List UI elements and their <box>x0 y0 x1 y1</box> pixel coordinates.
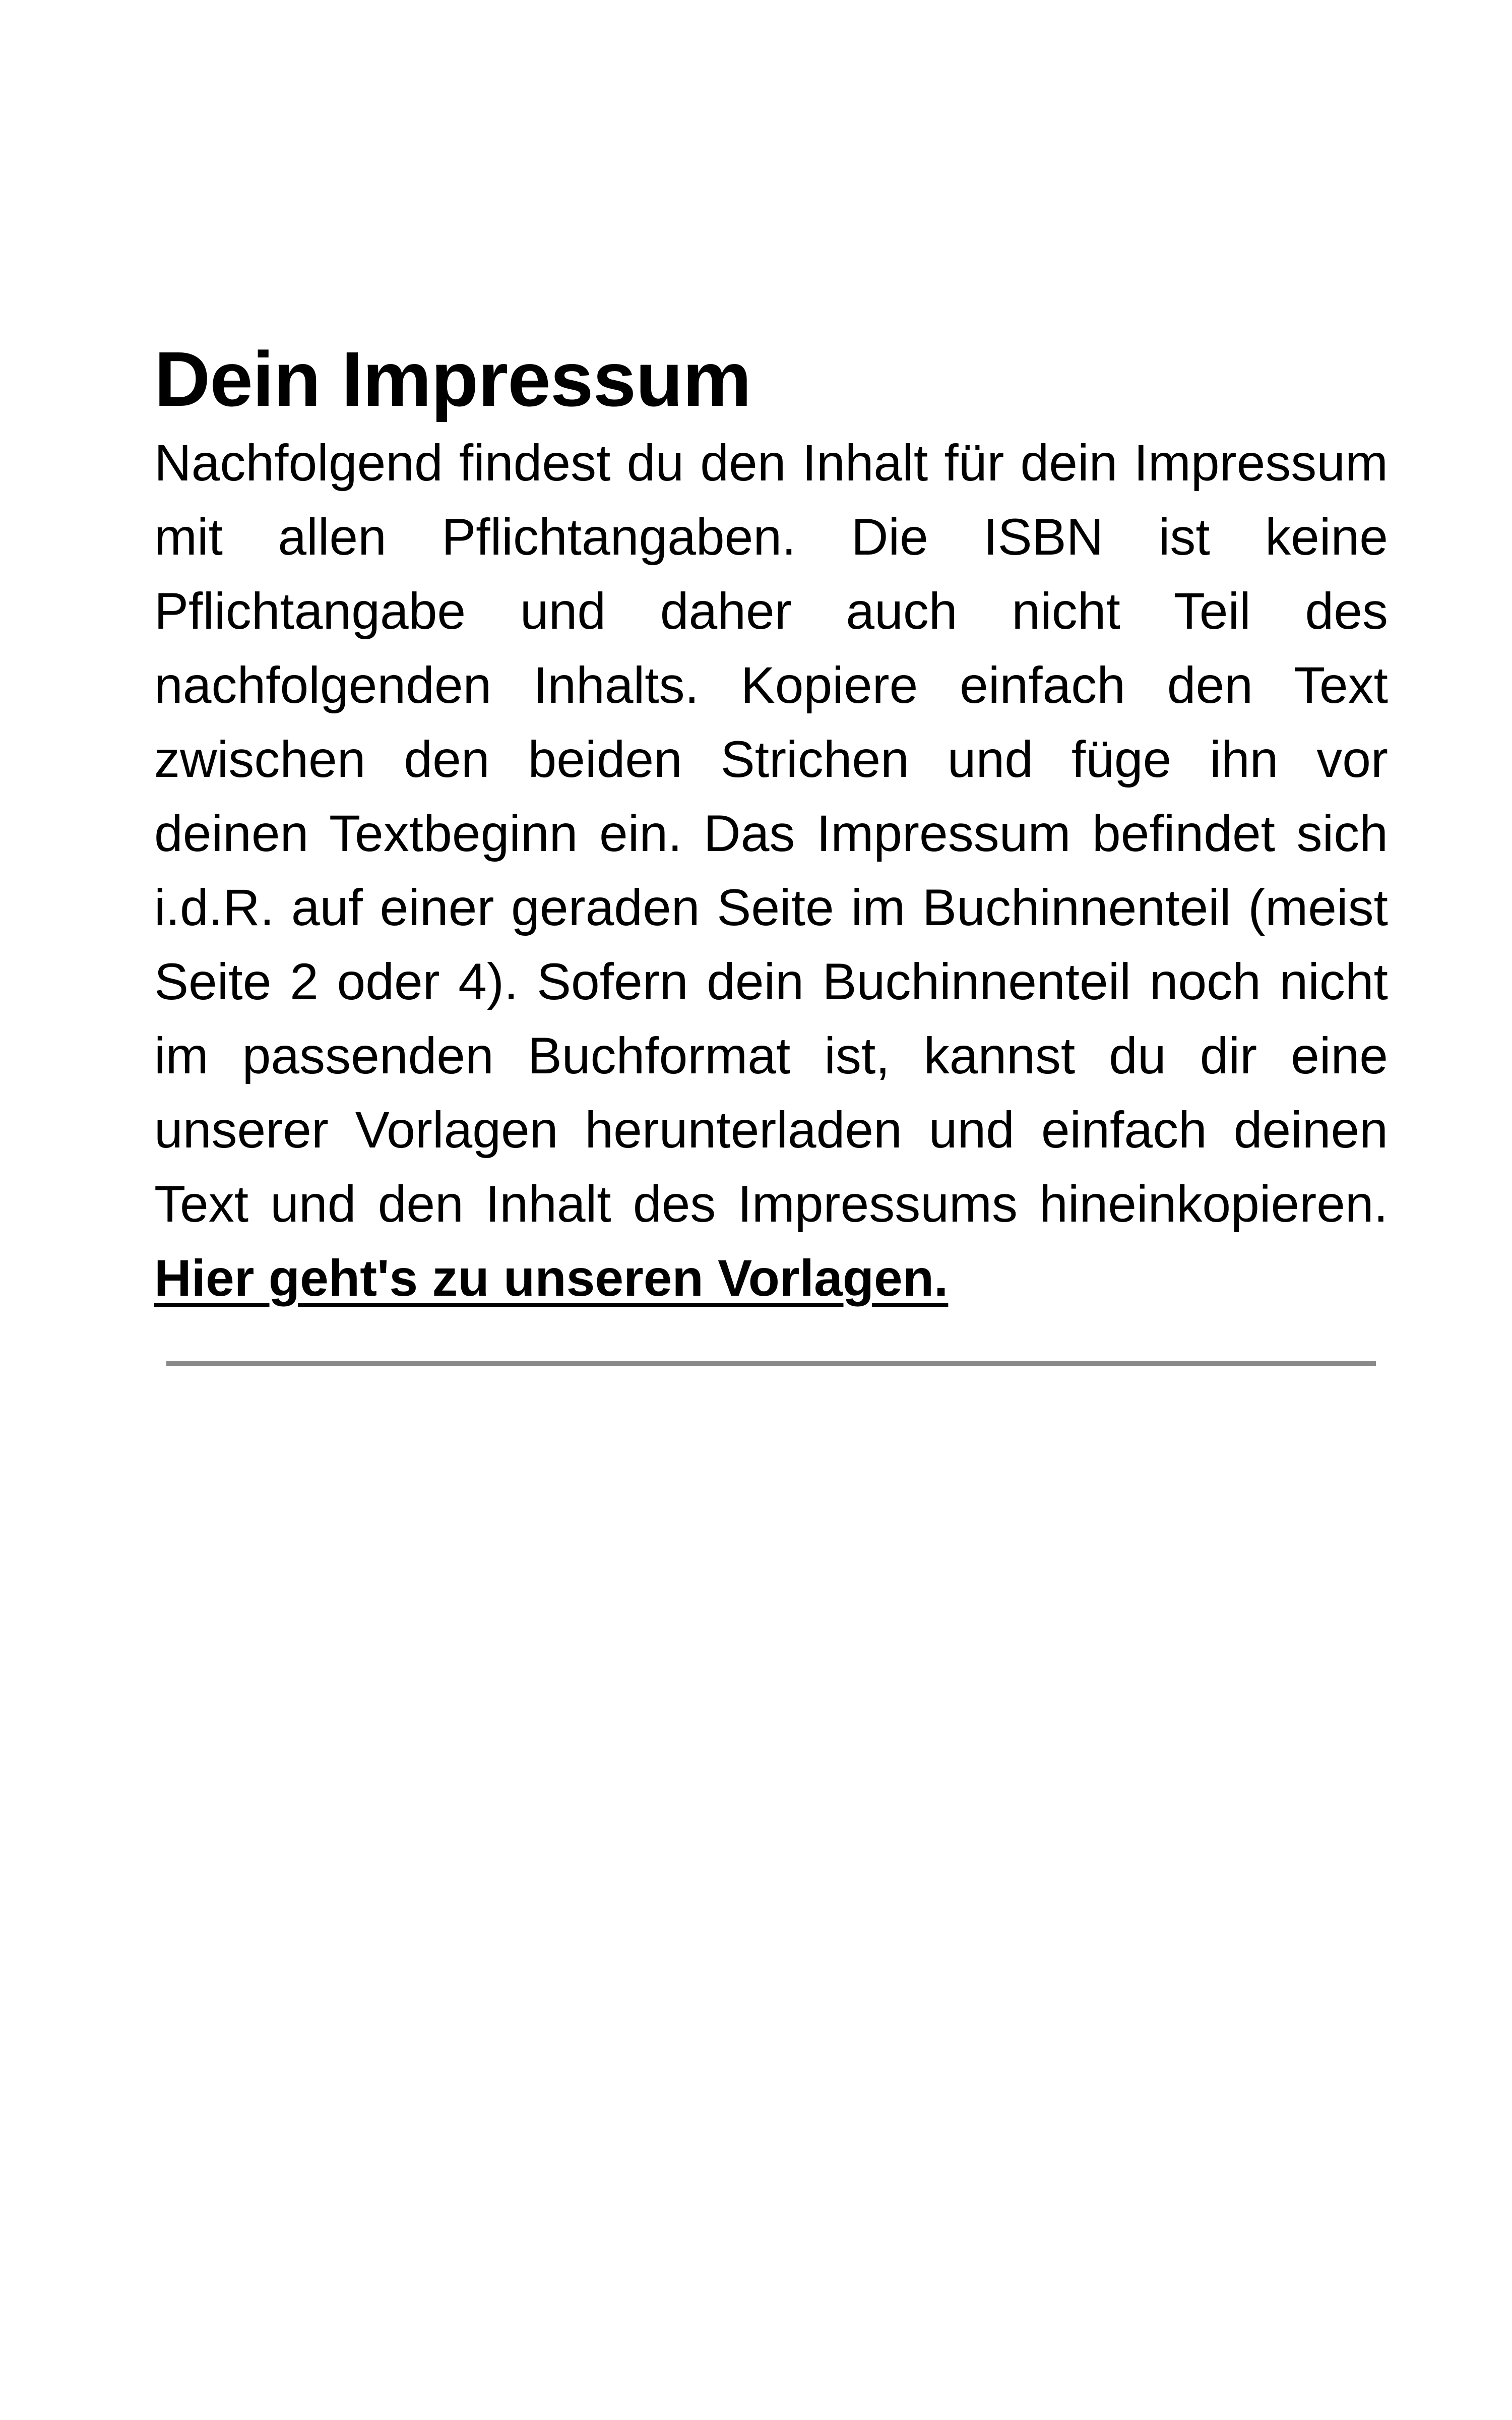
impressum-section <box>154 333 1388 1315</box>
templates-link[interactable]: Hier geht's zu unseren Vorlagen. <box>154 1249 949 1307</box>
intro-paragraph <box>154 426 1388 1315</box>
intro-text: Nachfolgend findest du den Inhalt für dein Impressum mit allen Pflichtangaben. Die ISBN ist keine Pflichtangabe und daher auch nicht Teil des nachfolgenden Inhalts. Kopiere einfach den Text zwischen den beiden Strichen und füge ihn vor deinen Textbeginn ein. Das Impressum befindet sich i.d.R. auf einer geraden Seite im Buchinnenteil (meist Seite 2 oder 4). Sofern dein Buchinnenteil noch nicht im passenden Buchformat ist, kannst du dir eine unserer Vorlagen herunterladen und einfach deinen Text und den Inhalt des Impressums hineinkopieren. <box>154 434 1388 1233</box>
page-title: Dein Impressum <box>154 336 751 422</box>
divider-line <box>166 1361 1376 1366</box>
